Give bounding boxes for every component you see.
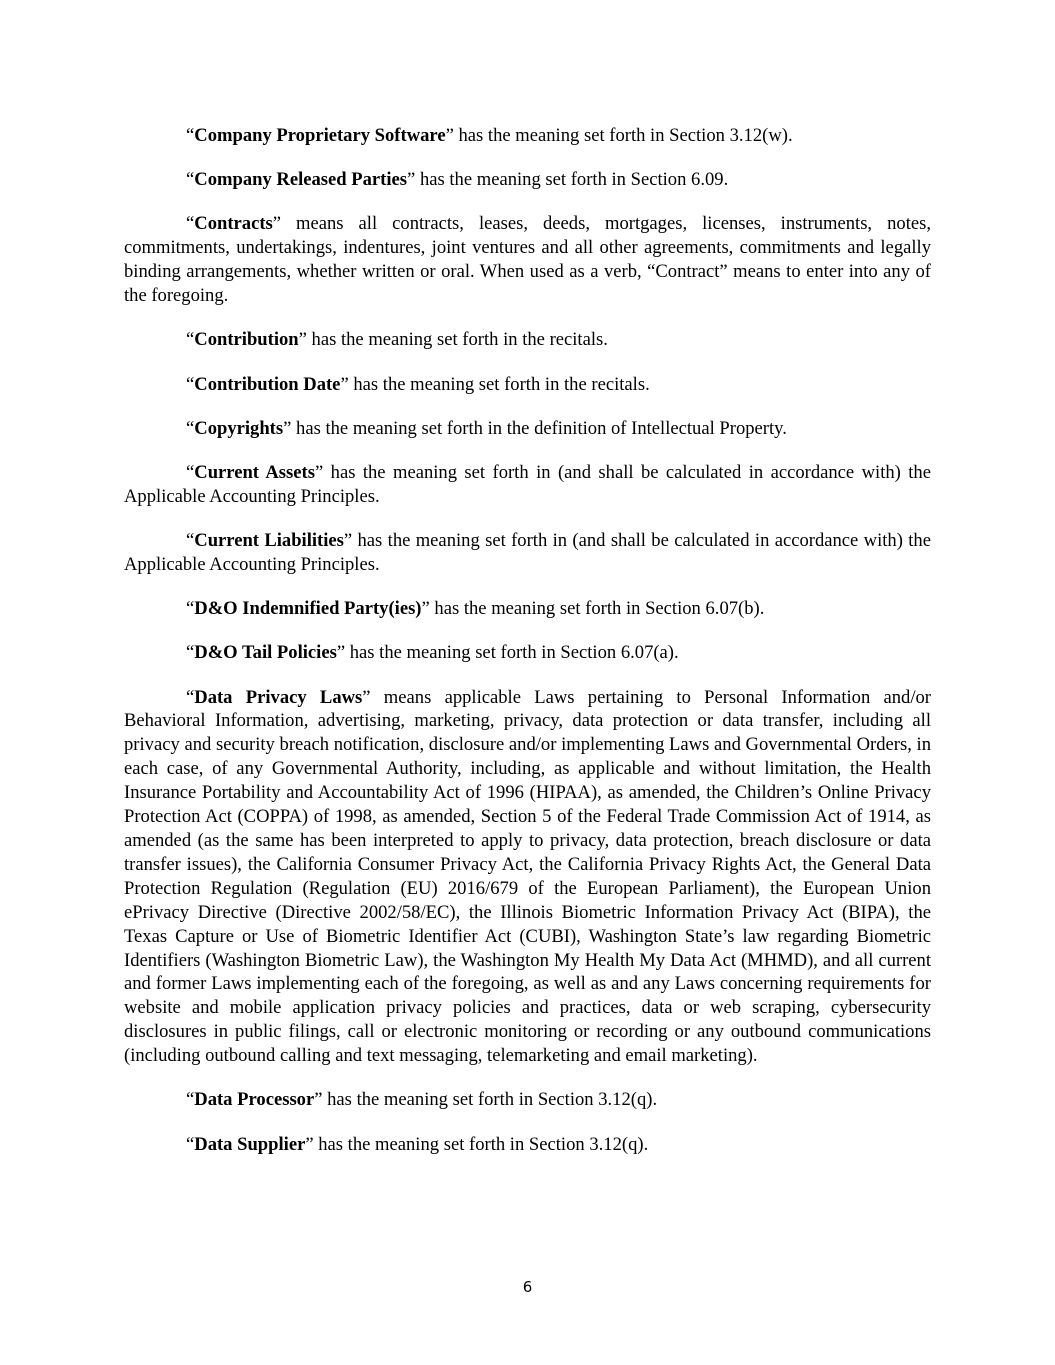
defined-term: Copyrights [194,417,284,439]
defined-term: Current Liabilities [194,530,344,552]
defined-term: Data Processor [194,1089,315,1111]
definition-contribution: “Contribution” has the meaning set forth in the recitals. [186,329,608,351]
defined-term: Contracts [194,213,273,235]
defined-term: Company Released Parties [194,169,408,191]
defined-term: D&O Tail Policies [194,642,337,664]
definition-company-proprietary-software: “Company Proprietary Software” has the meaning set forth in Section 3.12(w). [186,125,793,146]
defined-term: Data Privacy Laws [194,686,363,708]
definition-company-released-parties: “Company Released Parties” has the meaning set forth in Section 6.09. [186,169,729,191]
definition-text: ” has the meaning set forth in the recitals. [298,329,608,351]
definition-current-assets: “Current Assets” has the meaning set forth in (and shall be calculated in accordance with) the Applicable Accounting Principles. [124,461,931,507]
definition-do-tail-policies: “D&O Tail Policies” has the meaning set forth in Section 6.07(a). [186,642,679,664]
definition-text: ” has the meaning set forth in (and shall be calculated in accordance with) the Applicable Accounting Principles. [124,461,931,507]
page-number: 6 [522,1278,533,1296]
definition-contribution-date: “Contribution Date” has the meaning set forth in the recitals. [186,373,650,395]
definition-text: ” has the meaning set forth in Section 3.12(w). [445,125,793,146]
definition-current-liabilities: “Current Liabilities” has the meaning set forth in (and shall be calculated in accordance with) the Applicable Accounting Principles. [124,530,931,575]
definition-text: ” has the meaning set forth in the definition of Intellectual Property. [283,417,787,439]
definition-copyrights: “Copyrights” has the meaning set forth in the definition of Intellectual Property. [186,417,787,439]
definition-do-indemnified-parties: “D&O Indemnified Party(ies)” has the meaning set forth in Section 6.07(b). [186,598,765,620]
definition-text: ” has the meaning set forth in Section 6.07(a). [336,642,679,664]
defined-term: Contribution Date [194,373,341,395]
definition-data-processor: “Data Processor” has the meaning set forth in Section 3.12(q). [186,1089,658,1111]
defined-term: Contribution [194,329,299,351]
definition-text: ” has the meaning set forth in (and shall be calculated in accordance with) the Applicable Accounting Principles. [124,530,931,575]
defined-term: Company Proprietary Software [194,125,446,146]
defined-term: D&O Indemnified Party(ies) [194,598,422,620]
definition-text: ” has the meaning set forth in Section 3.12(q). [305,1133,649,1155]
document-body [124,124,931,1177]
definition-data-supplier: “Data Supplier” has the meaning set forth in Section 3.12(q). [186,1133,649,1155]
definition-contracts: “Contracts” means all contracts, leases, deeds, mortgages, licenses, instruments, notes, commitments, undertakings, indentures, joint ventures and all other agreements, commitments and legally binding arrangements, whether written or oral. When used as a verb, “Contract” means to enter into any of the foregoing. [124,213,931,307]
definition-text: ” has the meaning set forth in the recitals. [340,373,650,395]
definition-data-privacy-laws: “Data Privacy Laws” means applicable Laws pertaining to Personal Information and/or Behavioral Information, advertising, marketing, privacy, data protection or data transfer, including all privacy and security breach notification, disclosure and/or implementing Laws and Governmental Orders, in each case, of any Governmental Authority, including, as applicable and without limitation, the Health Insurance Portability and Accountability Act of 1996 (HIPAA), as amended, the Children’s Online Privacy Protection Act (COPPA) of 1998, as amended, Section 5 of the Federal Trade Commission Act of 1914, as amended (as the same has been interpreted to apply to privacy, data protection, breach disclosure or data transfer issues), the California Consumer Privacy Act, the California Privacy Rights Act, the General Data Protection Regulation (Regulation (EU) 2016/679 of the European Parliament), the European Union ePrivacy Directive (Directive 2002/58/EC), the Illinois Biometric Information Privacy Act (BIPA), the Texas Capture or Use of Biometric Identifier Act (CUBI), Washington State’s law regarding Biometric Identifiers (Washington Biometric Law), the Washington My Health My Data Act (MHMD), and all current and former Laws implementing each of the foregoing, as well as and any Laws concerning requirements for website and mobile application privacy policies and practices, data or web scraping, cybersecurity disclosures in public filings, call or electronic monitoring or recording or any outbound communications (including outbound calling and text messaging, telemarketing and email marketing). [124,686,932,1067]
definition-text: ” means all contracts, leases, deeds, mortgages, licenses, instruments, notes, commitments, undertakings, indentures, joint ventures and all other agreements, commitments and legally binding arrangements, whether written or oral. When used as a verb, “Contract” means to enter into any of the foregoing. [124,213,931,307]
definition-text: ” means applicable Laws pertaining to Personal Information and/or Behavioral Information, advertising, marketing, privacy, data protection or data transfer, including all privacy and security breach notification, disclosure and/or implementing Laws and Governmental Orders, in each case, of any Governmental Authority, including, as applicable and without limitation, the Health Insurance Portability and Accountability Act of 1996 (HIPAA), as amended, the Children’s Online Privacy Protection Act (COPPA) of 1998, as amended, Section 5 of the Federal Trade Commission Act of 1914, as amended (as the same has been interpreted to apply to privacy, data protection, breach disclosure or data transfer issues), the California Consumer Privacy Act, the California Privacy Rights Act, the General Data Protection Regulation (Regulation (EU) 2016/679 of the European Parliament), the European Union ePrivacy Directive (Directive 2002/58/EC), the Illinois Biometric Information Privacy Act (BIPA), the Texas Capture or Use of Biometric Identifier Act (CUBI), Washington State’s law regarding Biometric Identifiers (Washington Biometric Law), the Washington My Health My Data Act (MHMD), and all current and former Laws implementing each of the foregoing, as well as and any Laws concerning requirements for website and mobile application privacy policies and practices, data or web scraping, cybersecurity disclosures in public filings, call or electronic monitoring or recording or any outbound communications (including outbound calling and text messaging, telemarketing and email marketing). [124,686,932,1067]
defined-term: Data Supplier [194,1133,306,1155]
definition-text: ” has the meaning set forth in Section 3.12(q). [314,1089,658,1111]
definition-text: ” has the meaning set forth in Section 6.09. [407,169,729,191]
definition-text: ” has the meaning set forth in Section 6.07(b). [421,598,765,620]
defined-term: Current Assets [194,461,315,483]
